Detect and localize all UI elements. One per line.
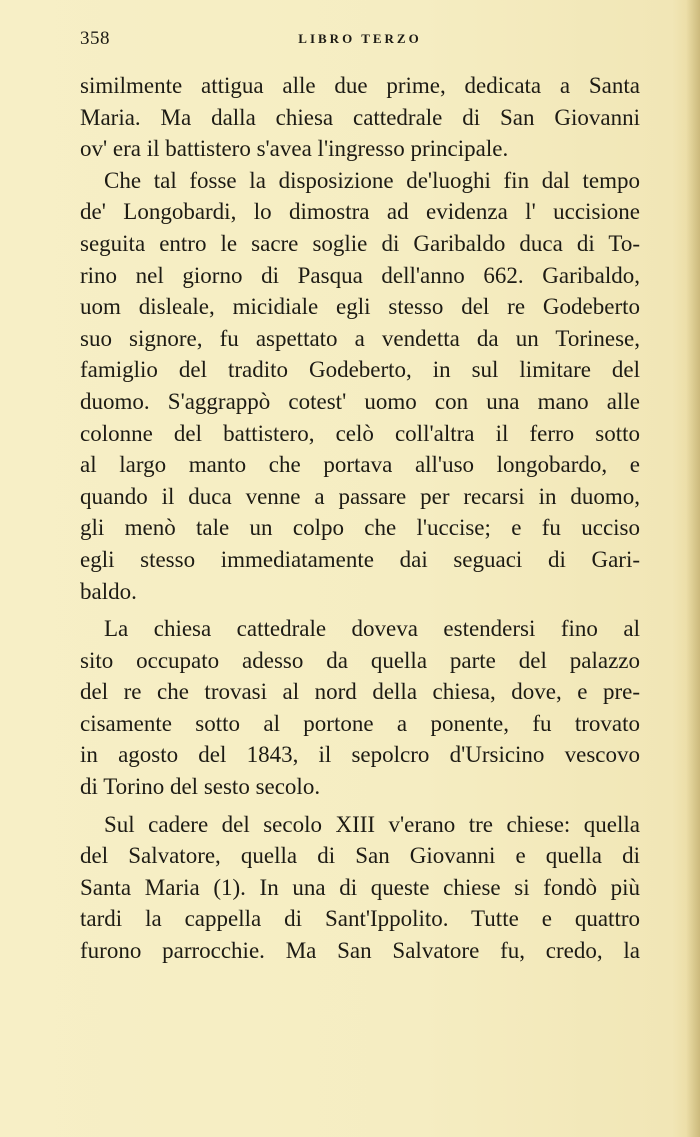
text-line: del re che trovasi al nord della chiesa, dove, e pre- [80, 679, 640, 705]
text-line: Che tal fosse la disposizione de'luoghi fin dal tempo [104, 167, 640, 193]
text-line: del Salvatore, quella di San Giovanni e quella di [80, 843, 640, 869]
paragraph [80, 70, 640, 165]
text-line: duomo. S'aggrappò cotest' uomo con una mano alle [80, 388, 640, 414]
text-line: gli menò tale un colpo che l'uccise; e fu ucciso [80, 515, 640, 541]
paragraph [80, 165, 640, 607]
text-line: rino nel giorno di Pasqua dell'anno 662. Garibaldo, [80, 262, 640, 288]
text-line: Santa Maria (1). In una di queste chiese si fondò più [80, 874, 640, 900]
text-line: al largo manto che portava all'uso longobardo, e [80, 452, 640, 478]
page-edge-shadow [686, 0, 700, 1137]
page-number: 358 [80, 28, 110, 49]
text-line: suo signore, fu aspettato a vendetta da un Torinese, [80, 325, 640, 351]
paragraph [80, 613, 640, 803]
paragraph [80, 809, 640, 967]
running-head: LIBRO TERZO [298, 31, 422, 46]
text-line: di Torino del sesto secolo. [80, 774, 321, 800]
text-line: seguita entro le sacre soglie di Garibaldo duca di To- [80, 230, 640, 256]
text-line: sito occupato adesso da quella parte del palazzo [80, 647, 640, 673]
text-line: baldo. [80, 578, 137, 604]
text-line: Sul cadere del secolo XIII v'erano tre chiese: quella [104, 811, 640, 837]
text-line: similmente attigua alle due prime, dedicata a Santa [80, 73, 640, 98]
body-text [80, 70, 640, 967]
text-line: La chiesa cattedrale doveva estendersi fino al [104, 616, 640, 642]
text-line: tardi la cappella di Sant'Ippolito. Tutte e quattro [80, 906, 640, 932]
text-line: cisamente sotto al portone a ponente, fu trovato [80, 710, 640, 736]
text-line: famiglio del tradito Godeberto, in sul limitare del [80, 357, 640, 383]
text-line: de' Longobardi, lo dimostra ad evidenza l' uccisione [80, 199, 640, 225]
text-line: in agosto del 1843, il sepolcro d'Ursicino vescovo [80, 742, 640, 768]
text-line: colonne del battistero, celò coll'altra il ferro sotto [80, 420, 640, 446]
text-line: Maria. Ma dalla chiesa cattedrale di San Giovanni [80, 104, 640, 130]
text-line: furono parrocchie. Ma San Salvatore fu, credo, la [80, 938, 640, 964]
text-line: uom disleale, micidiale egli stesso del re Godeberto [80, 294, 640, 320]
text-line: ov' era il battistero s'avea l'ingresso principale. [80, 136, 509, 162]
page-header [80, 28, 640, 52]
text-line: quando il duca venne a passare per recarsi in duomo, [80, 483, 640, 509]
text-line: egli stesso immediatamente dai seguaci di Gari- [80, 546, 640, 572]
